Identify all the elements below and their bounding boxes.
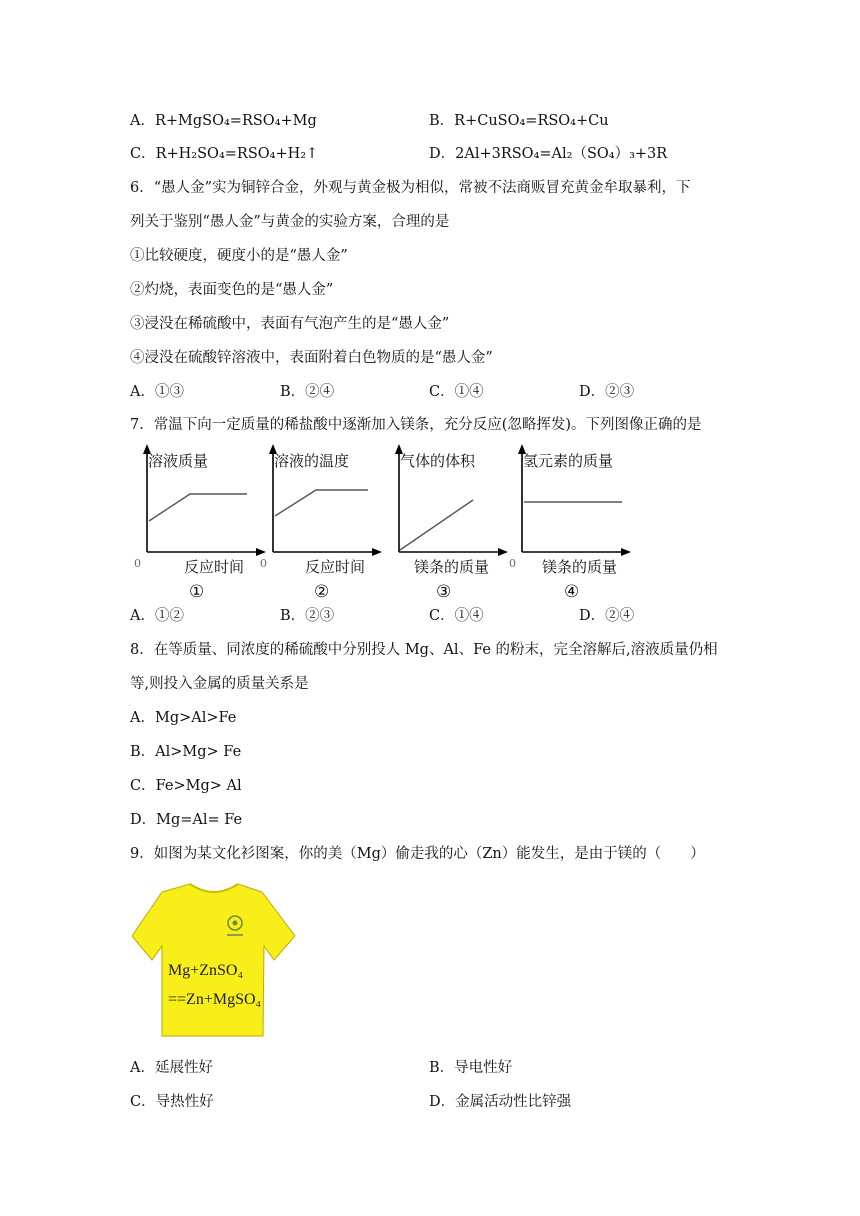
q6-statement-1: ①比较硬度，硬度小的是“愚人金” xyxy=(130,248,348,264)
graph-2-xlabel: 反应时间 xyxy=(305,558,366,576)
tshirt-text-line2: ==Zn+MgSO₄ xyxy=(168,991,262,1008)
q7-graph-2 xyxy=(262,444,390,578)
graph-1-xlabel: 反应时间 xyxy=(184,558,245,576)
q8-stem-line1: 8．在等质量、同浓度的稀硫酸中分别投人 Mg、Al、Fe 的粉末，完全溶解后,溶液质量仍相 xyxy=(130,642,718,658)
graph-4-number: ④ xyxy=(564,582,580,602)
q7-graph-1 xyxy=(136,444,264,578)
q9-option-b: B．导电性好 xyxy=(429,1060,513,1076)
q5-option-d: D．2Al+3RSO₄=Al₂（SO₄）₃+3R xyxy=(429,146,668,162)
q9-option-a: A．延展性好 xyxy=(130,1060,213,1076)
graph-3-xlabel: 镁条的质量 xyxy=(414,558,490,576)
graph-3-number: ③ xyxy=(436,582,452,602)
graph-1-origin: 0 xyxy=(134,557,141,570)
tshirt-image xyxy=(132,878,297,1038)
q7-option-d: D．②④ xyxy=(579,608,635,624)
tshirt-text-line1: Mg+ZnSO₄ xyxy=(168,962,244,979)
q7-option-b: B．②③ xyxy=(280,608,335,624)
q5-option-a: A．R+MgSO₄=RSO₄+Mg xyxy=(130,113,317,129)
q6-statement-4: ④浸没在硫酸锌溶液中，表面附着白色物质的是“愚人金” xyxy=(130,350,493,366)
q8-option-b: B．Al>Mg> Fe xyxy=(130,744,242,760)
graph-2-origin: 0 xyxy=(260,557,267,570)
q6-stem-line1: 6．“愚人金”实为铜锌合金，外观与黄金极为相似，常被不法商贩冒充黄金牟取暴利，下 xyxy=(130,180,691,196)
graph-2-number: ② xyxy=(314,582,330,602)
q8-option-c: C．Fe>Mg> Al xyxy=(130,778,242,794)
graph-4-ylabel: 氢元素的质量 xyxy=(523,452,614,470)
q7-option-a: A．①② xyxy=(130,608,184,624)
q6-option-d: D．②③ xyxy=(579,384,635,400)
q8-option-d: D．Mg=Al= Fe xyxy=(130,812,243,828)
q7-graph-4 xyxy=(511,444,639,578)
q9-stem: 9．如图为某文化衫图案，你的美（Mg）偷走我的心（Zn）能发生，是由于镁的（ ） xyxy=(130,846,705,862)
q8-stem-line2: 等,则投入金属的质量关系是 xyxy=(130,676,309,692)
graph-2-ylabel: 溶液的温度 xyxy=(274,452,350,470)
q6-option-a: A．①③ xyxy=(130,384,184,400)
q5-option-c: C．R+H₂SO₄=RSO₄+H₂↑ xyxy=(130,146,319,162)
graph-4-origin: 0 xyxy=(509,557,516,570)
graph-3-ylabel: 气体的体积 xyxy=(400,452,476,470)
q6-statement-2: ②灼烧，表面变色的是“愚人金” xyxy=(130,282,334,298)
graph-1-ylabel: 溶液质量 xyxy=(148,452,209,470)
q6-option-c: C．①④ xyxy=(429,384,484,400)
q7-stem: 7．常温下向一定质量的稀盐酸中逐渐加入镁条，充分反应(忽略挥发)。下列图像正确的是 xyxy=(130,417,702,433)
q9-option-d: D．金属活动性比锌强 xyxy=(429,1094,572,1110)
q6-statement-3: ③浸没在稀硫酸中，表面有气泡产生的是“愚人金” xyxy=(130,316,450,332)
graph-1-number: ① xyxy=(189,582,205,602)
q5-option-b: B．R+CuSO₄=RSO₄+Cu xyxy=(429,113,609,129)
graph-4-xlabel: 镁条的质量 xyxy=(542,558,618,576)
q7-graph-3 xyxy=(388,444,516,578)
q6-stem-line2: 列关于鉴别“愚人金”与黄金的实验方案，合理的是 xyxy=(130,214,450,230)
q8-option-a: A．Mg>Al>Fe xyxy=(130,710,237,726)
q9-option-c: C．导热性好 xyxy=(130,1094,214,1110)
q7-option-c: C．①④ xyxy=(429,608,484,624)
q6-option-b: B．②④ xyxy=(280,384,335,400)
tshirt-icon xyxy=(132,878,297,1038)
